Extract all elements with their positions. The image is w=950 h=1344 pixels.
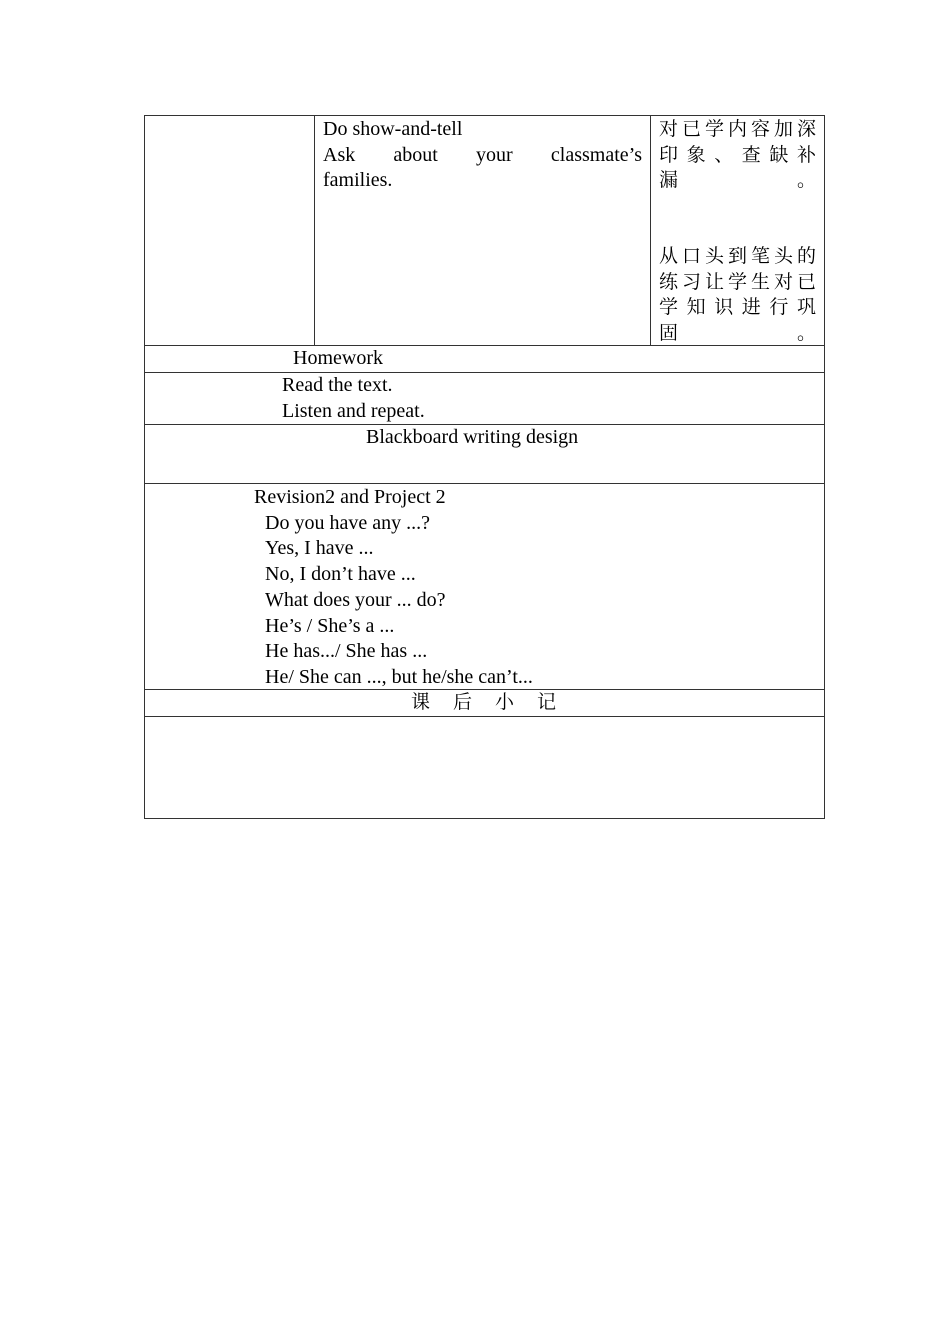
blackboard-line-3: No, I don’t have ... — [265, 563, 416, 585]
homework-item-1: Read the text. — [282, 374, 393, 396]
blackboard-line-1: Do you have any ...? — [265, 512, 430, 534]
activity-line-2: Ask about your classmate’s — [323, 144, 642, 166]
blackboard-line-7: He/ She can ..., but he/she can’t... — [265, 666, 533, 688]
blackboard-content-row — [144, 483, 825, 690]
homework-items-row — [144, 372, 825, 425]
homework-heading: Homework — [293, 347, 383, 369]
activity-line-1: Do show-and-tell — [323, 118, 463, 140]
blackboard-heading: Blackboard writing design — [366, 426, 579, 448]
homework-heading-row — [144, 345, 825, 373]
purpose-note-1: 对已学内容加深印象、查缺补漏。 — [659, 118, 817, 191]
blackboard-title: Revision2 and Project 2 — [254, 486, 446, 508]
blackboard-line-5: He’s / She’s a ... — [265, 615, 395, 637]
activity-line-3: families. — [323, 169, 393, 191]
blackboard-line-4: What does your ... do? — [265, 589, 446, 611]
row-activity-col-left — [144, 115, 315, 346]
purpose-note-2: 从口头到笔头的练习让学生对已学知识进行巩固。 — [659, 245, 817, 344]
reflection-heading: 课 后 小 记 — [410, 691, 558, 713]
reflection-body-row — [144, 716, 825, 819]
blackboard-line-2: Yes, I have ... — [265, 537, 374, 559]
blackboard-line-6: He has.../ She has ... — [265, 640, 428, 662]
homework-item-2: Listen and repeat. — [282, 400, 425, 422]
